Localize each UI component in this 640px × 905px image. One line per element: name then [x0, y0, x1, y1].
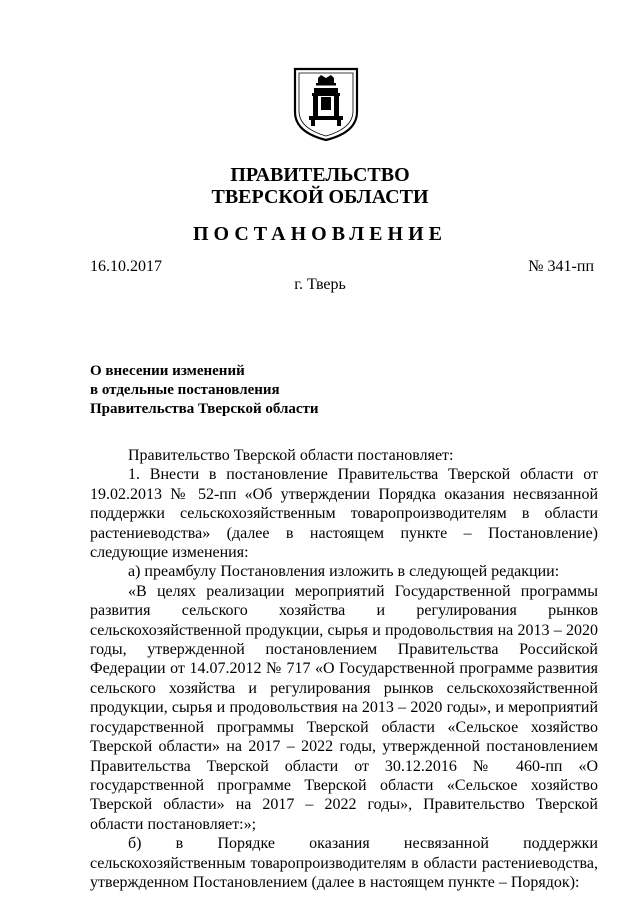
body-paragraph-preamble: «В целях реализации мероприятий Государственной программы развития сельского хозяйства и регулирования рынков сельскохозяйственной продукции, сырья и продовольствия на 2013 – 2020 годы, утвержденной постановлением Правительства Российской Федерации от 14.07.2012 № 717 «О Государственной программе развития сельского хозяйства и регулирования рынков сельскохозяйственной продукции, сырья и продовольствия на 2013 – 2020 годы», и мероприятий государственной программы Тверской области «Сельское хозяйство Тверской области» на 2017 – 2022 годы, утвержденной постановлением Правительства Тверской области от 30.12.2016 № 460-пп «О государственной программе Тверской области «Сельское хозяйство Тверской области» на 2017 – 2022 годы», Правительство Тверской области постановляет:»;: [90, 582, 598, 833]
document-body: [90, 446, 598, 892]
document-type-title: ПОСТАНОВЛЕНИЕ: [193, 223, 447, 245]
document-subject: [90, 362, 319, 419]
organization-title-line1: ПРАВИТЕЛЬСТВО: [230, 164, 410, 186]
body-paragraph-item-b: б) в Порядке оказания несвязанной поддержки сельскохозяйственным товаропроизводителям в области растениеводства, утвержденном Постановлением (далее в настоящем пункте – Порядок):: [90, 835, 598, 891]
subject-line: О внесении изменений: [90, 363, 245, 379]
subject-line: Правительства Тверской области: [90, 401, 319, 417]
subject-line: в отдельные постановления: [90, 382, 280, 398]
body-paragraph-item-1: 1. Внести в постановление Правительства Тверской области от 19.02.2013 № 52-пп «Об утверждении Порядка оказания несвязанной поддержки сельскохозяйственным товаропроизводителям в области растениеводства» (далее в настоящем пункте – Постановление) следующие изменения:: [90, 466, 598, 562]
document-city: г. Тверь: [294, 276, 346, 293]
document-number: № 341-пп: [528, 258, 594, 275]
coat-of-arms-icon: [292, 66, 360, 142]
body-paragraph-intro: Правительство Тверской области постановляет:: [128, 447, 454, 464]
organization-title-line2: ТВЕРСКОЙ ОБЛАСТИ: [211, 186, 429, 208]
body-paragraph-item-a: а) преамбулу Постановления изложить в следующей редакции:: [128, 563, 560, 581]
document-date: 16.10.2017: [90, 258, 162, 275]
